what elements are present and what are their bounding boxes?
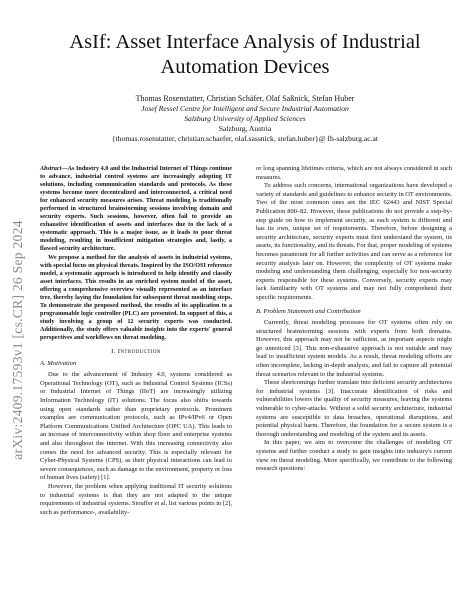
- abstract: [40, 165, 232, 342]
- affiliation-line-1: Josef Ressel Centre for Intelligent and Secure Industrial Automation: [141, 104, 349, 113]
- body-paragraph: or long spanning lifetimes criteria, which are not always considered in such measures.: [256, 165, 452, 181]
- affiliation-line-3: Salzburg, Austria: [218, 124, 272, 133]
- abstract-label: Abstract: [40, 165, 62, 172]
- title-line-2: Automation Devices: [160, 56, 330, 78]
- paper-title: [40, 30, 450, 80]
- body-paragraph: In this paper, we aim to overcome the challenges of modeling OT systems and further conduct a study to gain insights into industry's current view on threat modeling. More specifically, we contribute to the following research questions:: [256, 439, 452, 473]
- author-emails: {thomas.rosenstatter, christian.schaefer, olaf.sassnick, stefan.huber}@ fh-salzburg.ac.at: [112, 134, 378, 143]
- affiliation-line-2: Salzburg University of Applied Sciences: [184, 114, 306, 123]
- body-paragraph: Currently, threat modeling processes for OT systems often rely on structured brainstorming sessions with experts from both domains. However, this approach may not be sufficient, as important aspects might go unnoticed [3]. This non-exhaustive approach is not suitable and may lead to insufficient system models. As a result, threat modeling efforts are often incomplete, lacking in-depth analysis, and fail to capture all potential threat scenarios relevant to the industrial systems.: [256, 319, 452, 378]
- abstract-paragraph-1: —As Industry 4.0 and the Industrial Internet of Things continue to advance, industrial control systems are increasingly adopting IT solutions, including communication standards and protocols. As these systems become more decentralized and interconnected, a critical need for enhanced security measures arises. Threat modeling is traditionally performed in structured brainstorming sessions involving domain and security experts. Such sessions, however, often fail to provide an exhaustive identification of assets and interfaces due to the lack of a systematic approach. This is a major issue, as it leads to poor threat modeling, resulting in insufficient mitigation strategies and, lastly, a flawed security architecture.: [40, 165, 232, 253]
- right-column: [256, 165, 452, 474]
- left-column: [40, 165, 232, 517]
- abstract-paragraph-2: We propose a method for the analysis of assets in industrial systems, with special focus on physical threats. Inspired by the ISO/OSI reference model, a systematic approach is introduced to help identify and classify asset interfaces. This results in an enriched system model of the asset, offering a comprehensive overview visually represented as an interface tree, thereby laying the foundation for subsequent threat modeling steps. To demonstrate the proposed method, the results of its application to a programmable logic controller (PLC) are presented. In support of this, a study involving a group of 12 security experts was conducted. Additionally, the study offers valuable insights into the experts' general perspectives and workflows on threat modeling.: [40, 253, 232, 341]
- title-line-1: AsIf: Asset Interface Analysis of Industrial: [69, 31, 421, 53]
- arxiv-identifier: arXiv:2409.17593v1 [cs.CR] 26 Sep 2024: [10, 220, 25, 460]
- body-paragraph: To address such concerns, international organizations have developed a variety of standards and guidelines to enhance security in OT environments. Two of the most common ones are the IEC 62443 and NIST Special Publication 800–82. However, these publications do not provide a step-by-step guide on how to implement security, as each system is different and has its own, unique set of requirements. Therefore, before designing a security architecture, security experts must first understand the system, its assets, its functionality, and its threats. For that, proper modeling of systems becomes paramount for all further activities and can serve as a reference for security analysis later on. However, the complexity of OT systems make modeling and understanding them challenging, especially for non-security experts responsible for these systems. Conversely, security experts may lack familiarity with OT systems and may not fully comprehend their specific requirements.: [256, 182, 452, 301]
- section-heading-introduction: I. Introduction: [111, 348, 161, 356]
- body-paragraph: These shortcomings further translate into deficient security architectures for industrial systems [3]. Inaccurate identification of risks and vulnerabilities lowers the quality of security measures, leaving the systems vulnerable to cyber-attacks. Without a solid security architecture, industrial systems are susceptible to data breaches, operational disruptions, and potential physical harm. Therefore, the foundation for a secure system is a thorough understanding and modeling of the system and its assets.: [256, 379, 452, 438]
- author-names: Thomas Rosenstatter, Christian Schäfer, Olaf Saßnick, Stefan Huber: [135, 94, 355, 103]
- subsection-heading-motivation: A. Motivation: [40, 359, 77, 367]
- body-paragraph: Due to the advancement of Industry 4.0, systems considered as Operational Technology (OT), such as Industrial Control Systems (ICSs) or Industrial Internet of Things (IIoT) are increasingly utilizing Information Technology (IT) solutions. The focus also shifts towards using open standards rather than proprietary protocols. Prominent examples are communication protocols, such as IPv4/IPv6 or Open Platform Communications Unified Architecture (OPC UA). This leads to an increase of interconnectivity within shop floor and enterprise systems and also throughout the internet. With this increasing connectivity also comes the need for advanced security. This is especially relevant for Cyber-Physical Systems (CPS), as their physical interactions can lead to severe consequences, such as damage to the environment, property or loss of human lives (safety) [1].: [40, 371, 232, 482]
- body-paragraph: However, the problem when applying traditional IT security solutions to industrial systems is that they are not adapted to the unique requirements of industrial systems. Stouffer et al. list various points in [2], such as performance-, availability-: [40, 482, 232, 516]
- subsection-heading-problem-statement: B. Problem Statement and Contribution: [256, 307, 361, 315]
- author-block: [40, 94, 450, 144]
